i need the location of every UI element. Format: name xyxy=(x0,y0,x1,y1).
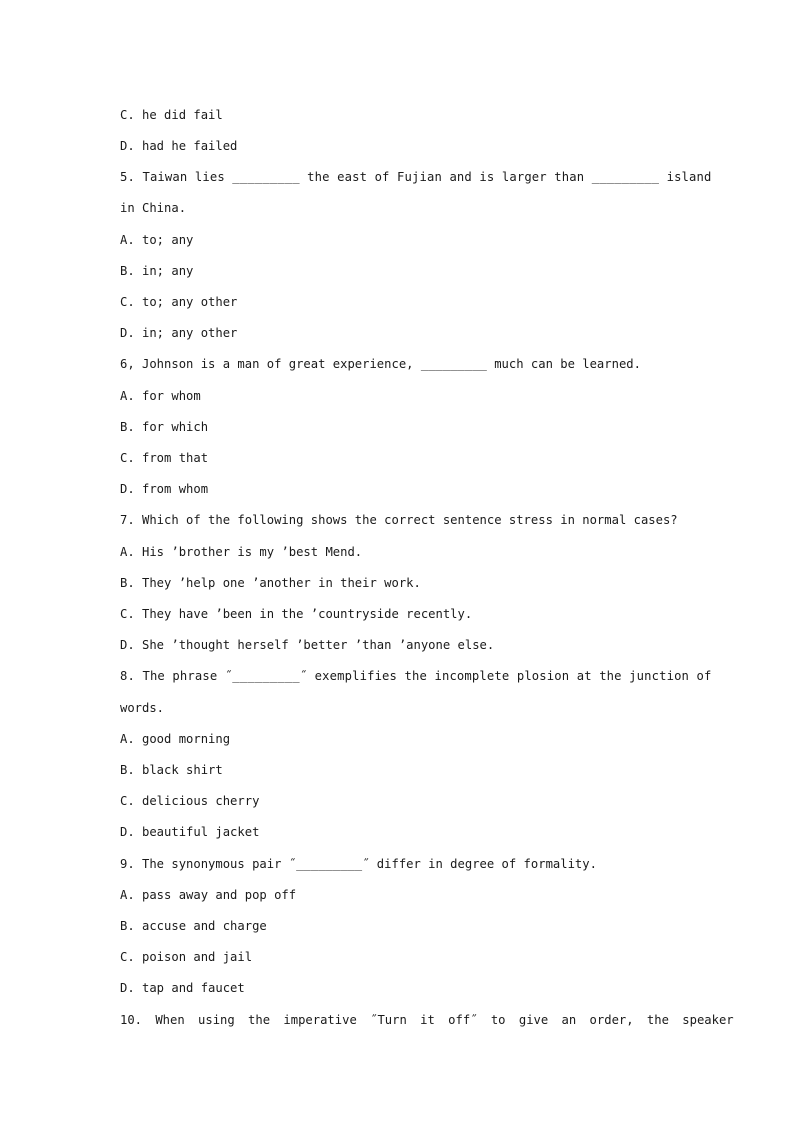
option-c-q8: C. delicious cherry xyxy=(120,794,260,808)
option-b-q5: B. in; any xyxy=(120,264,194,278)
option-c-q9: C. poison and jail xyxy=(120,950,253,964)
option-c-q4: C. he did fail xyxy=(120,108,223,122)
question-7: 7. Which of the following shows the correct sentence stress in normal cases? xyxy=(120,513,678,527)
option-a-q7: A. His ’brother is my ’best Mend. xyxy=(120,545,363,559)
option-b-q6: B. for which xyxy=(120,420,209,434)
option-c-q7: C. They have ’been in the ’countryside recently. xyxy=(120,607,473,621)
option-c-q6: C. from that xyxy=(120,451,209,465)
option-a-q5: A. to; any xyxy=(120,233,194,247)
option-b-q9: B. accuse and charge xyxy=(120,919,267,933)
option-c-q5: C. to; any other xyxy=(120,295,238,309)
option-a-q9: A. pass away and pop off xyxy=(120,888,297,902)
question-10-line-1: 10. When using the imperative ˝Turn it off˝ to give an order, the speaker xyxy=(120,1013,734,1027)
option-d-q4: D. had he failed xyxy=(120,139,238,153)
question-6: 6, Johnson is a man of great experience, _________ much can be learned. xyxy=(120,357,641,371)
option-a-q8: A. good morning xyxy=(120,732,231,746)
option-b-q7: B. They ’help one ’another in their work. xyxy=(120,576,421,590)
option-a-q6: A. for whom xyxy=(120,389,201,403)
question-9: 9. The synonymous pair ˝_________˝ differ in degree of formality. xyxy=(120,857,597,871)
option-d-q9: D. tap and faucet xyxy=(120,981,245,995)
option-b-q8: B. black shirt xyxy=(120,763,223,777)
question-8-line-1: 8. The phrase ˝_________˝ exemplifies the incomplete plosion at the junction of xyxy=(120,669,712,683)
option-d-q5: D. in; any other xyxy=(120,326,238,340)
option-d-q6: D. from whom xyxy=(120,482,209,496)
question-5-line-1: 5. Taiwan lies _________ the east of Fujian and is larger than _________ island xyxy=(120,170,712,184)
option-d-q8: D. beautiful jacket xyxy=(120,825,260,839)
option-d-q7: D. She ’thought herself ’better ’than ’anyone else. xyxy=(120,638,495,652)
question-8-line-2: words. xyxy=(120,701,165,715)
question-5-line-2: in China. xyxy=(120,201,187,215)
